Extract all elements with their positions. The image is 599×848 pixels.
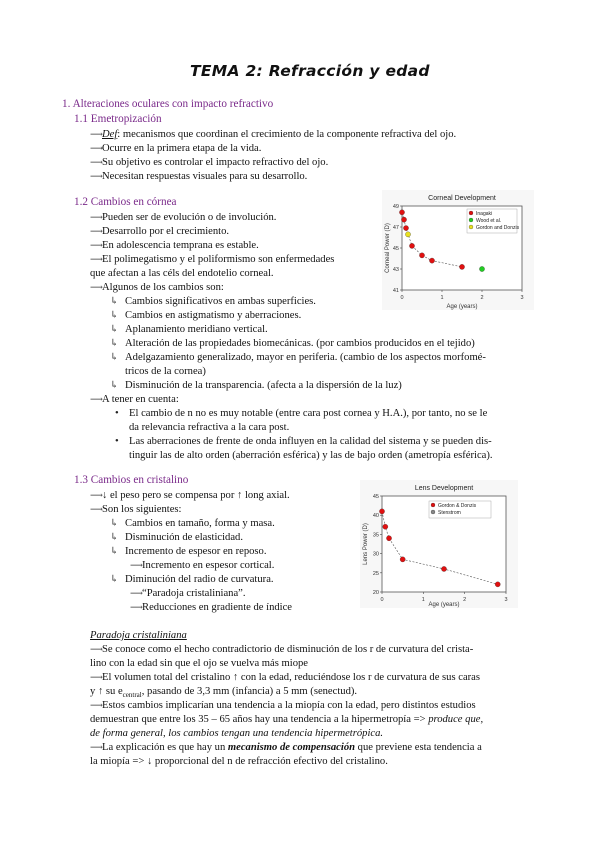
sub-sub-item-text: Reducciones en gradiente de índice bbox=[142, 602, 293, 613]
data-point bbox=[401, 217, 406, 222]
data-point bbox=[479, 266, 484, 271]
list-item bbox=[90, 128, 456, 141]
paragraph-text: Estos cambios implicarían una tendencia a la miopía con la edad, pero distintos estudios bbox=[102, 700, 476, 711]
return-arrow-icon: ↳ bbox=[110, 324, 119, 335]
arrow-icon: ⟶ bbox=[130, 602, 143, 612]
y-tick-label: 20 bbox=[372, 590, 379, 596]
data-point bbox=[429, 258, 434, 263]
sub-item-text: Cambios en tamaño, forma y masa. bbox=[125, 518, 275, 529]
x-tick-label: 3 bbox=[520, 295, 524, 301]
arrow-icon: ⟶ bbox=[130, 560, 143, 570]
sub-sub-item bbox=[130, 559, 274, 572]
bullet-item-continued: tinguir las de alto orden (aberración esférica) y las de bajo orden (ametropía esférica). bbox=[129, 450, 493, 461]
sub-item bbox=[110, 545, 267, 558]
sub-item-text: Diminución del radio de curvatura. bbox=[125, 574, 274, 585]
list-item-continued: que afectan a las céls del endotelio corneal. bbox=[90, 268, 274, 279]
return-arrow-icon: ↳ bbox=[110, 546, 119, 557]
subsection-heading-1-2: 1.2 Cambios en córnea bbox=[74, 196, 177, 208]
return-arrow-icon: ↳ bbox=[110, 296, 119, 307]
subsection-heading-1-3: 1.3 Cambios en cristalino bbox=[74, 474, 189, 486]
list-item-text: ↓ el peso pero se compensa por ↑ long axial. bbox=[102, 490, 290, 501]
y-tick-label: 47 bbox=[392, 225, 399, 231]
data-point bbox=[441, 566, 446, 571]
y-tick-label: 43 bbox=[392, 267, 399, 273]
paragraph-italic: de forma general, los cambios tengan una tendencia hipermetrópica. bbox=[90, 728, 384, 739]
list-item bbox=[90, 170, 307, 183]
list-item bbox=[90, 211, 276, 224]
corneal-chart bbox=[382, 190, 534, 310]
return-arrow-icon: ↳ bbox=[110, 518, 119, 529]
return-arrow-icon: ↳ bbox=[110, 380, 119, 391]
chart-title: Lens Development bbox=[414, 485, 474, 492]
data-point bbox=[383, 524, 388, 529]
paragraph-text: demuestran que entre los 35 – 65 años hay una tendencia a la hipermetropía => bbox=[90, 714, 429, 725]
sub-sub-item bbox=[130, 587, 246, 600]
data-point bbox=[495, 582, 500, 587]
subscript-text: central bbox=[122, 691, 142, 700]
legend-label: Gordon and Donzis bbox=[476, 225, 520, 231]
sub-item-text: Incremento de espesor en reposo. bbox=[125, 546, 267, 557]
return-arrow-icon: ↳ bbox=[110, 352, 119, 363]
x-tick-label: 2 bbox=[463, 597, 467, 603]
data-point bbox=[379, 509, 384, 514]
x-tick-label: 3 bbox=[504, 597, 508, 603]
arrow-icon: ⟶ bbox=[90, 672, 103, 682]
sub-item-text: Cambios significativos en ambas superficies. bbox=[125, 296, 316, 307]
bullet-item bbox=[115, 435, 492, 448]
data-point bbox=[403, 225, 408, 230]
y-tick-label: 30 bbox=[372, 551, 379, 558]
list-item bbox=[90, 225, 229, 238]
list-item-text: Son los siguientes: bbox=[102, 504, 182, 515]
arrow-icon: ⟶ bbox=[90, 282, 103, 292]
sub-item-text: Disminución de la transparencia. (afecta a la dispersión de la luz) bbox=[125, 380, 402, 391]
sub-sub-item bbox=[130, 601, 292, 614]
def-label: Def bbox=[102, 129, 118, 140]
list-item-text: Su objetivo es controlar el impacto refractivo del ojo. bbox=[102, 157, 329, 168]
paragraph-text: La explicación es que hay un bbox=[102, 742, 228, 753]
paragraph-line bbox=[90, 643, 473, 656]
def-text: : mecanismos que coordinan el crecimiento de la componente refractiva del ojo. bbox=[117, 129, 457, 140]
list-item-text: En adolescencia temprana es estable. bbox=[102, 240, 259, 251]
sub-sub-item-text: Incremento en espesor cortical. bbox=[142, 560, 275, 571]
arrow-icon: ⟶ bbox=[90, 240, 103, 250]
x-tick-label: 1 bbox=[440, 295, 444, 301]
bullet-icon: • bbox=[115, 436, 119, 447]
sub-item bbox=[110, 531, 243, 544]
paragraph-line bbox=[90, 727, 383, 740]
arrow-icon: ⟶ bbox=[90, 254, 103, 264]
legend-label: Stenstrom bbox=[438, 510, 461, 516]
bullet-item bbox=[115, 407, 487, 420]
sub-item-text: Cambios en astigmatismo y aberraciones. bbox=[125, 310, 302, 321]
list-item-text: Desarrollo por el crecimiento. bbox=[102, 226, 230, 237]
return-arrow-icon: ↳ bbox=[110, 338, 119, 349]
page-title: TEMA 2: Refracción y edad bbox=[190, 62, 430, 80]
x-tick-label: 0 bbox=[400, 295, 404, 301]
chart-title: Corneal Development bbox=[428, 195, 496, 202]
y-tick-label: 45 bbox=[392, 246, 399, 252]
data-point bbox=[409, 243, 414, 248]
sub-item-text: Aplanamiento meridiano vertical. bbox=[125, 324, 268, 335]
paragraph-line: la miopía => ↓ proporcional del n de refracción efectivo del cristalino. bbox=[90, 756, 388, 767]
paradoja-heading bbox=[90, 629, 187, 642]
paragraph-bold: mecanismo de compensación bbox=[227, 742, 356, 753]
bullet-icon: • bbox=[115, 408, 119, 419]
list-item-text: Algunos de los cambios son: bbox=[102, 282, 224, 293]
sub-item bbox=[110, 295, 316, 308]
sub-item bbox=[110, 573, 274, 586]
sub-item bbox=[110, 517, 275, 530]
y-tick-label: 49 bbox=[392, 204, 399, 210]
legend-marker bbox=[431, 503, 435, 507]
arrow-icon: ⟶ bbox=[90, 742, 103, 752]
y-tick-label: 35 bbox=[372, 532, 379, 539]
paragraph-text: Se conoce como el hecho contradictorio de disminución de los r de curvatura del crista- bbox=[102, 644, 474, 655]
list-item bbox=[90, 489, 290, 502]
paragraph-text: , pasando de 3,3 mm (infancia) a 5 mm (senectud). bbox=[141, 686, 358, 697]
legend-marker bbox=[469, 211, 473, 215]
y-axis-label: Corneal Power (D) bbox=[385, 223, 391, 273]
legend-label: Wood et al. bbox=[476, 218, 502, 224]
arrow-icon: ⟶ bbox=[90, 700, 103, 710]
legend-marker bbox=[431, 510, 435, 514]
arrow-icon: ⟶ bbox=[130, 588, 143, 598]
x-tick-label: 0 bbox=[380, 597, 384, 603]
sub-item bbox=[110, 351, 486, 364]
y-tick-label: 25 bbox=[372, 570, 379, 577]
bullet-text: El cambio de n no es muy notable (entre cara post cornea y H.A.), por tanto, no se le bbox=[129, 408, 488, 419]
list-item bbox=[90, 239, 259, 252]
arrow-icon: ⟶ bbox=[90, 226, 103, 236]
return-arrow-icon: ↳ bbox=[110, 310, 119, 321]
arrow-icon: ⟶ bbox=[90, 143, 103, 153]
corneal-chart-svg bbox=[382, 190, 534, 310]
return-arrow-icon: ↳ bbox=[110, 574, 119, 585]
bullet-text: Las aberraciones de frente de onda influyen en la calidad del sistema y se pueden dis- bbox=[129, 436, 492, 447]
sub-item-text: Alteración de las propiedades biomecánicas. (por cambios producidos en el tejido) bbox=[125, 338, 475, 349]
arrow-icon: ⟶ bbox=[90, 644, 103, 654]
list-item-text: Necesitan respuestas visuales para su desarrollo. bbox=[102, 171, 308, 182]
list-item-text: Pueden ser de evolución o de involución. bbox=[102, 212, 277, 223]
paragraph-italic: produce que, bbox=[428, 714, 484, 725]
paragraph-text: que previene esta tendencia a bbox=[355, 742, 482, 753]
sub-sub-item-text: “Paradoja cristaliniana”. bbox=[142, 588, 246, 599]
data-point bbox=[405, 232, 410, 237]
sub-item bbox=[110, 323, 268, 336]
lens-chart-svg bbox=[360, 480, 518, 608]
paragraph-text: y ↑ su e bbox=[90, 686, 123, 697]
x-tick-label: 1 bbox=[421, 597, 425, 603]
paragraph-line bbox=[90, 713, 483, 726]
paragraph-line: lino con la edad sin que el ojo se vuelva más miope bbox=[90, 658, 308, 669]
paragraph-line bbox=[90, 741, 482, 754]
paragraph-text: El volumen total del cristalino ↑ con la edad, reduciéndose los r de curvatura de sus caras bbox=[102, 672, 481, 683]
sub-item-text: Disminución de elasticidad. bbox=[125, 532, 243, 543]
legend-marker bbox=[469, 225, 473, 229]
list-item bbox=[90, 253, 334, 266]
y-tick-label: 41 bbox=[392, 288, 399, 294]
section-heading: 1. Alteraciones oculares con impacto refractivo bbox=[62, 98, 274, 110]
arrow-icon: ⟶ bbox=[90, 157, 103, 167]
x-axis-label: Age (years) bbox=[446, 304, 478, 310]
data-point bbox=[400, 557, 405, 562]
data-point bbox=[386, 536, 391, 541]
arrow-icon: ⟶ bbox=[90, 394, 103, 404]
paragraph-line bbox=[90, 671, 480, 684]
list-item-text: El polimegatismo y el poliformismo son enfermedades bbox=[102, 254, 335, 265]
return-arrow-icon: ↳ bbox=[110, 532, 119, 543]
y-tick-label: 45 bbox=[372, 494, 379, 500]
list-item bbox=[90, 503, 181, 516]
data-point bbox=[459, 264, 464, 269]
legend-label: Gordon & Donzis bbox=[438, 503, 477, 509]
arrow-icon: ⟶ bbox=[90, 504, 103, 514]
sub-item bbox=[110, 337, 475, 350]
data-point bbox=[419, 253, 424, 258]
legend-marker bbox=[469, 218, 473, 222]
y-tick-label: 40 bbox=[372, 513, 379, 520]
arrow-icon: ⟶ bbox=[90, 212, 103, 222]
list-item bbox=[90, 281, 224, 294]
arrow-icon: ⟶ bbox=[90, 171, 103, 181]
list-item bbox=[90, 393, 179, 406]
sub-item-continued: tricos de la cornea) bbox=[125, 366, 206, 377]
x-tick-label: 2 bbox=[480, 295, 484, 301]
list-item-text: Ocurre en la primera etapa de la vida. bbox=[102, 143, 262, 154]
lens-chart bbox=[360, 480, 518, 608]
list-item-text: A tener en cuenta: bbox=[102, 394, 179, 405]
y-axis-label: Lens Power (D) bbox=[363, 523, 369, 565]
paradoja-heading-text: Paradoja cristaliniana bbox=[90, 630, 187, 641]
paragraph-line bbox=[90, 699, 476, 712]
data-point bbox=[399, 210, 404, 215]
sub-item-text: Adelgazamiento generalizado, mayor en periferia. (cambio de los aspectos morfomé- bbox=[125, 352, 486, 363]
list-item bbox=[90, 142, 261, 155]
legend-label: Inagaki bbox=[476, 211, 493, 217]
sub-item bbox=[110, 309, 301, 322]
list-item bbox=[90, 156, 328, 169]
sub-item bbox=[110, 379, 402, 392]
subsection-heading-1-1: 1.1 Emetropización bbox=[74, 113, 162, 125]
x-axis-label: Age (years) bbox=[428, 602, 460, 608]
bullet-item-continued: da relevancia refractiva a la cara post. bbox=[129, 422, 290, 433]
arrow-icon: ⟶ bbox=[90, 129, 103, 139]
arrow-icon: ⟶ bbox=[90, 490, 103, 500]
